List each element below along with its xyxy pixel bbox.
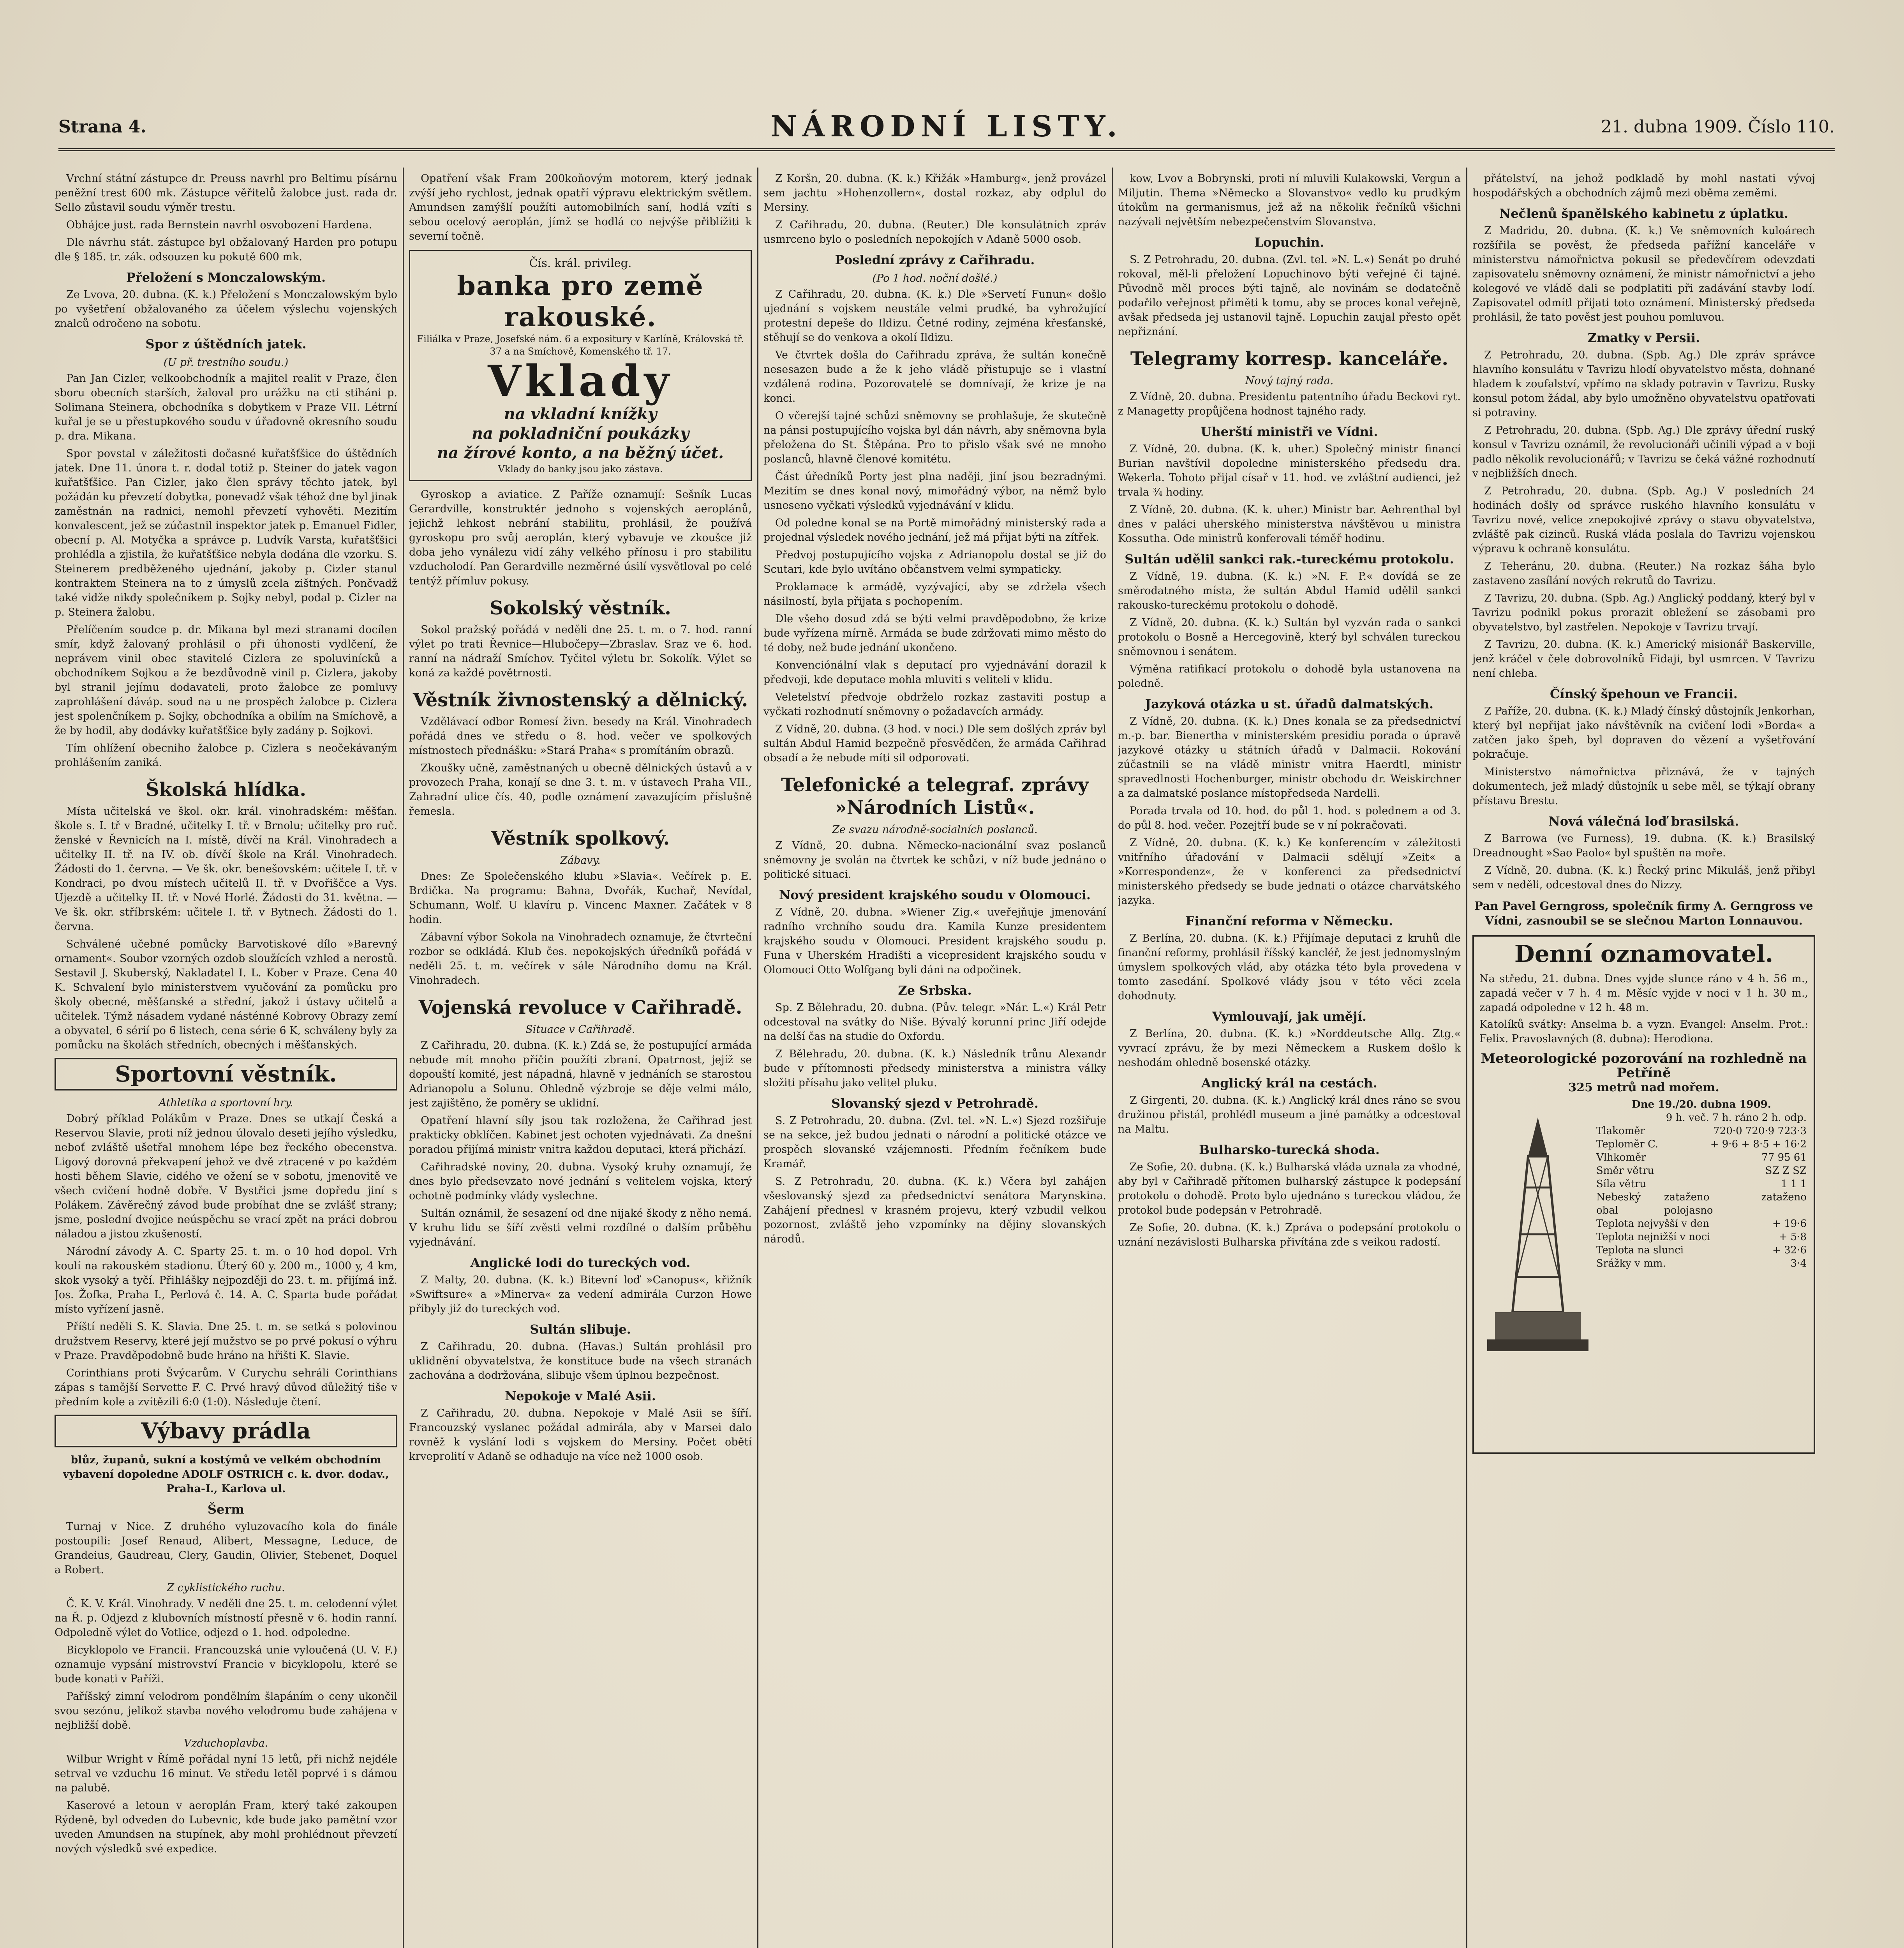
page-number: Strana 4. [58, 117, 146, 137]
article-heading: Přeložení s Monczalowským. [126, 270, 326, 285]
paragraph: Pan Jan Cizler, velkoobchodník a majitel realit v Praze, člen sboru obecních starších, žaloval pro urážku na cti stiháni p. Solimana Steinera, obchodníka s dobytkem v Praze VII. Létrní kuřal je se u přestupkového soudu v úřadovně okresního soudu p. dra. Mikana. [55, 372, 397, 442]
paragraph: Z Paříže, 20. dubna. (K. k.) Mladý čínský důstojník Jenkorhan, který byl nepřijat jako návštěvník na cvičení lodi »Borda« a zatčen jako špeh, byl dopraven do vězení a vyšetřování pokračuje. [1472, 705, 1815, 760]
weather-row: Vlhkoměr 77 95 61 [1596, 1152, 1807, 1163]
bank-advert [409, 250, 752, 481]
column-5 [1472, 171, 1815, 1948]
article-heading: Šerm [207, 1502, 245, 1517]
paragraph: S. Z Petrohradu, 20. dubna. (Zvl. tel. »N. L.«) Senát po druhé rokoval, měl-li přeložení Lopuchinovo býti veřejné či tajné. Původně měl proces býti tajně, ale novinám se dodatečně podařilo veřejnost přiměti k tomu, aby se proces konal veřejně, avšak předseda jej ustanovil tajně. Lopuchin zaujal přesto opět nepřiznání. [1118, 254, 1461, 338]
paragraph: Z Vídně, 20. dubna. (K. k.) Dnes konala se za předsednictví m.-p. bar. Bienertha v ministerském presidiu porada o úpravě jazykové otázky u státních úřadů v Dalmacii. Rokování zúčastnili se na vládě ministr vnitra Haerdtl, ministr spravedlnosti Hochenburger, ministr obchodu dr. Weiskirchner a za dalmatské poslance místopředseda Nardelli. [1118, 715, 1461, 799]
article-subheading: Athletika a sportovní hry. [159, 1097, 293, 1109]
paragraph: Dobrý příklad Polákům v Praze. Dnes se utkají Česká a Reservou Slavie, proti níž jednou úlovalo deseti jejího výsledku, neboť zvláště ušetřal mnohem lépe bez řeckého obecenstva. Ligový dorovná překvapení jehož ve dvě ztracené v po každém hosti během Slavie, cidého ve ožení se v sobotu, jmenovitě ve všech cvičení hodně dobře. V Bystřici jsme dopředu jiní s Polákem. Závěrečný závod bude probíhat dne se zvlášť strany; jsme, poslední dvojice neúspěchu se vrací zpět na práci dobrou náladou a jistou zkušeností. [55, 1113, 397, 1240]
article-subheading: Zábavy. [560, 854, 601, 866]
weather-row: Směr větru SZ Z SZ [1596, 1165, 1807, 1177]
paragraph: Národní závody A. C. Sparty 25. t. m. o 10 hod dopol. Vrh koulí na rakouském stadionu. Úterý 60 y. 200 m., 1000 y, 4 km, skok vysoký a tyčí. Přihlášky nejpozději do 23. t. m. přijímá inž. Jos. Žofka, Praha I., Perlová č. 14. A. C. Sparta bude pořádat místo vyřízení jasně. [55, 1246, 397, 1315]
paragraph: Dle všeho dosud zdá se býti velmi pravděpodobno, že krize bude vyřízena mírně. Armáda se bude zdržovati mimo město do té doby, než bude jednání ukončeno. [763, 613, 1106, 654]
weather-date: Dne 19./20. dubna 1909. [1632, 1099, 1771, 1110]
paragraph: Corinthians proti Švýcarům. V Curychu sehráli Corinthians zápas s tamější Servette F. C. Prvé hravý důvod důležitý tiše v předním kole a zvítězili 6:0 (1:0). Následuje čtení. [55, 1367, 397, 1408]
weather-row: Nebeský obal zataženo zataženo polojasno [1596, 1191, 1807, 1216]
paragraph: Vzdělávací odbor Romesí živn. besedy na Král. Vinohradech pořádá dnes ve středu o 8. hod. večer ve spolkových místnostech přednášku: »Stará Praha« s promítáním obrazů. [409, 716, 752, 757]
paragraph: Ze Lvova, 20. dubna. (K. k.) Přeložení s Monczalowským bylo po vyšetření obžalovaného za účelem výslechu vojenských znalců odročeno na sobotu. [55, 289, 397, 330]
column-2 [409, 171, 752, 1948]
paragraph: Z Vídně, 20. dubna. Německo-nacionální svaz poslanců sněmovny je svolán na čtvrtek ke schůzi, v níž bude jednáno o politické situaci. [763, 840, 1106, 880]
paragraph: Z Cařihradu, 20. dubna. (K. k.) Zdá se, že postupující armáda nebude mít mnoho příčin použíti zbraní. Opatrnost, jejíž se dopouští komité, jest nápadná, hlavně v jednáních se starostou Adrianopolu a Solunu. Ohledně výzbroje se děje velmi málo, jest zajištěno, že poměry se uklidní. [409, 1039, 752, 1109]
article-heading: Nečlenů španělského kabinetu z úplatku. [1499, 206, 1788, 221]
article-heading: Nová válečná loď brasilská. [1548, 814, 1739, 829]
article-heading: Anglické lodi do tureckých vod. [470, 1255, 691, 1270]
paragraph: Turnaj v Nice. Z druhého vyluzovacího kola do finále postoupili: Josef Renaud, Alibert, Messagne, Leduce, de Grandeius, Gaudreau, Clery, Gaudin, Olivier, Stebenet, Doquel a Robert. [55, 1521, 397, 1576]
article-heading: Sultán udělil sankci rak.-tureckému protokolu. [1125, 552, 1454, 566]
paragraph: Z Tavrizu, 20. dubna. (Spb. Ag.) Anglický poddaný, který byl v Tavrizu podnikl pokus prorazit obležení se zásobami pro obyvatelstvo, byl zastřelen. Nepokoje v Tavrizu trvají. [1472, 592, 1815, 633]
weather-row: Teplota na slunci + 32·6 [1596, 1244, 1807, 1256]
paragraph: Zkoušky učně, zaměstnaných u obecně dělnických ústavů a v provozech Praha, konají se dne 3. t. m. v ústavech Praha VII., Zahradní ulice čís. 40, podle oznámení zavazujícím příslušně řemesla. [409, 762, 752, 817]
paragraph: Schválené učebné pomůcky Barvotiskové dílo »Barevný ornament«. Soubor vzorných ozdob sloužících vzhled a nerostů. Sestavil J. Skuberský, Nakladatel I. L. Kober v Praze. Cena 40 K. Schvalení bylo ministerstvem vyučování za pomůcku pro školy obecné, měšťanské a střední, jakož i ústavy učitelů a učitelek. Týmž násadem vydané násténné Kobrovy Obrazy zemí a obyvatel, 6 sérií po 6 listech, cena série 6 K, schváleny byly za pomůcku na školách středních, obecných i měšťanských. [55, 938, 397, 1051]
paragraph: Tím ohlížení obecniho žalobce p. Cizlera s neočekávaným prohlášením zaniká. [55, 742, 397, 769]
article-heading: Slovanský sjezd v Petrohradě. [831, 1096, 1038, 1111]
section-heading: Vojenská revoluce v Cařihradě. [418, 997, 742, 1018]
section-heading: Školská hlídka. [145, 779, 307, 801]
article-heading: Ze Srbska. [898, 983, 972, 998]
article-heading: Poslední zprávy z Cařihradu. [835, 252, 1035, 267]
article-heading: Nový president krajského soudu v Olomouci. [779, 888, 1091, 902]
paragraph: Konvenciónální vlak s deputací pro vyjednávání dorazil k předvoji, kde deputace mohla mluviti s veliteli v klidu. [763, 659, 1106, 686]
paragraph: Z Vídně, 20. dubna. (K. k. uher.) Společný ministr financí Burian navštívil dopoledne ministerského předsedu dra. Wekerla. Tohoto přijal císař v 11. hod. ve zvláštní audienci, jež trvala ¾ hodiny. [1118, 443, 1461, 498]
weather-table [1596, 1098, 1807, 1270]
weather-subtitle: 325 metrů nad mořem. [1568, 1081, 1719, 1094]
article-heading: Vymlouvají, jak umějí. [1212, 1009, 1367, 1024]
weather-columns: 9 h. več. 7 h. ráno 2 h. odp. [1666, 1112, 1807, 1124]
paragraph: Veletelství předvoje obdrželo rozkaz zastaviti postup a vyčkati rozhodnutí sněmovny o požadavcích armády. [763, 691, 1106, 718]
column-3 [763, 171, 1106, 1948]
paragraph: O včerejší tajné schůzi sněmovny se prohlašuje, že skutečně na pánsi postupujícího vojska byl dán návrh, aby sněmovna byla přeložena do St. Štěpána. Pro to přislo však své ne mnoho poslanců, hlavně členové komitétu. [763, 410, 1106, 465]
paragraph: Předvoj postupujícího vojska z Adrianopolu dostal se již do Scutari, kde bylo uvítáno občanstvem velmi sympaticky. [763, 549, 1106, 575]
paragraph: Bicyklopolo ve Francii. Francouzská unie vyloučená (U. V. F.) oznamuje vypsání mistrovství Francie v bicyklopolu, které se bude konati v Paříži. [55, 1644, 397, 1685]
paragraph: Z Vídně, 19. dubna. (K. k.) »N. F. P.« dovídá se ze směrodatného místa, že sultán Abdul Hamid udělil sankci rakousko-tureckému protokolu o dohodě. [1118, 570, 1461, 611]
advert-line: na vkladní knížky [504, 405, 657, 423]
paragraph: Sp. Z Bělehradu, 20. dubna. (Pův. telegr. »Nár. L.«) Král Petr odcestoval na svátky do Niše. Bývalý korunní princ Jiří odejde na delší čas na studie do Oxfordu. [763, 1002, 1106, 1043]
paragraph: Z Petrohradu, 20. dubna. (Spb. Ag.) Dle zpráv správce hlavního konsulátu v Tavrizu hlodí obyvatelstvo města, dohnané hladem k zoufalství, vpřímo na sklady potravin v Tavrizu. Rusky konsul potom žádal, aby bylo umožněno obyvatelstvu opatřovati si potraviny. [1472, 349, 1815, 419]
paragraph: Vrchní státní zástupce dr. Preuss navrhl pro Beltimu písárnu peněžní trest 600 mk. Zástupce věřitelů žalobce just. rada dr. Sello zůstavil soudu výměr trestu. [55, 173, 397, 214]
paragraph: Cařihradské noviny, 20. dubna. Vysoký kruhy oznamují, že dnes bylo předsevzato nové jednání s velitelem vojska, který ochotně podmínky vlády vyslechne. [409, 1161, 752, 1202]
weather-row: Síla větru 1 1 1 [1596, 1178, 1807, 1190]
paragraph: Z Malty, 20. dubna. (K. k.) Bitevní loď »Canopus«, křižník »Swiftsure« a »Minerva« za vedení admirála Curzon Howe přibyly již do tureckých vod. [409, 1274, 752, 1315]
section-heading: Sokolský věstník. [490, 597, 671, 619]
section-heading: Telegramy korresp. kanceláře. [1130, 348, 1449, 370]
paragraph: Z Vídně, 20. dubna. Presidentu patentního úřadu Beckovi ryt. z Managetty propůjčena hodnost tajného rady. [1118, 391, 1461, 417]
article-subheading: (Po 1 hod. noční došlé.) [872, 272, 998, 284]
paragraph: Obhájce just. rada Bernstein navrhl osvobození Hardena. [66, 219, 372, 231]
paragraph: Kaserové a letoun v aeroplán Fram, který také zakoupen Rýdeně, byl odveden do Lubevnic, kde bude jako pamětní vzor uveden Amundsen na stupínek, aby mohl prohlédnout převzetí nových výsledků své expedice. [55, 1800, 397, 1855]
paragraph: přátelství, na jehož podkladě by mohl nastati vývoj hospodářských a obchodních zájmů mezi oběma zeměmi. [1472, 173, 1815, 199]
article-heading: Finanční reforma v Německu. [1185, 914, 1393, 928]
advert-bank-name: banka pro země rakouské. [457, 270, 704, 333]
advert-text: blůz, županů, sukní a kostýmů ve velkém obchodním vybavení dopoledne ADOLF OSTRICH c. k. dvor. dodav., Praha-I., Karlova ul. [63, 1454, 389, 1495]
paragraph: Opatření hlavní síly jsou tak rozložena, že Cařihrad jest prakticky obklíčen. Kabinet jest ochoten vyjednávati. Za dnešní poradou přijímá ministr vnitra každou deputaci, která přichází. [409, 1115, 752, 1156]
paragraph: Z Vídně, 20. dubna. (3 hod. v noci.) Dle sem došlých zpráv byl sultán Abdul Hamid bezpečně přesvědčen, že armáda Cařihrad obsadí a že nebude míti sil odporovati. [763, 723, 1106, 764]
paragraph: Na středu, 21. dubna. Dnes vyjde slunce ráno v 4 h. 56 m., zapadá večer v 7 h. 4 m. Měsíc vyjde v noci v 1 h. 30 m., zapadá odpoledne v 12 h. 48 m. [1479, 973, 1808, 1014]
paragraph: Ministerstvo námořnictva přiznává, že v tajných dokumentech, jež mladý důstojník u sebe měl, se týkají obrany přístavu Brestu. [1472, 766, 1815, 807]
paragraph: Č. K. V. Král. Vinohrady. V neděli dne 25. t. m. celodenní výlet na Ř. p. Odjezd z klubovních místností přesně v 6. hodin ranní. Odpoledně výlet do Votlice, odjezd o 1. hod. odpoledne. [55, 1598, 397, 1639]
paragraph: Z Vídně, 20. dubna. (K. k. uher.) Ministr bar. Aehrenthal byl dnes v paláci uherského ministerstva návštěvou u ministra Kossutha. Ode ministrů konferovali téměř hodinu. [1118, 504, 1461, 545]
article-heading: Bulharsko-turecká shoda. [1199, 1142, 1380, 1157]
section-heading: Telefonické a telegraf. zprávy »Národních Listů«. [781, 774, 1089, 819]
paragraph: Z Vídně, 20. dubna. (K. k.) Sultán byl vyzván rada o sankci protokolu o Bosně a Hercegovině, který byl schválen tureckou sněmovnou i senátem. [1118, 617, 1461, 658]
paragraph: Katolíků svátky: Anselma b. a vyzn. Evangel: Anselm. Prot.: Felix. Pravoslavných (8. dubna): Herodiona. [1479, 1018, 1808, 1045]
paragraph: Z Koršn, 20. dubna. (K. k.) Křižák »Hamburg«, jenž provázel sem jachtu »Hohenzollern«, dostal rozkaz, aby odplul do Mersiny. [763, 173, 1106, 214]
weather-row: Teplota nejnižší v noci + 5·8 [1596, 1231, 1807, 1243]
paragraph: Ze Sofie, 20. dubna. (K. k.) Zpráva o podepsání protokolu o uznání nezávislosti Bulharska přivítána zde s veikou radostí. [1118, 1222, 1461, 1248]
article-heading: Nepokoje v Malé Asii. [505, 1389, 656, 1403]
article-heading: Uherští ministři ve Vídni. [1201, 424, 1378, 439]
paragraph: Spor povstal v záležitosti dočasné kuřatšťšice do úštědních jatek. Dne 11. února t. r. dodal totiž p. Steiner do jatek vagon kuřatšťšice. Pan Cizler, jako člen správy těchto jatek, byl požádán ku převzetí dobytka, ponevadž však téhož dne byl jinak zaměstnán na radnici, nemohl převzetí vyhověti. Mezitím konvalescent, jež se zúčastnil inspektor jatek p. Emanuel Fidler, obecní p. Al. Motyčka a správce p. Ludvík Varsta, kuřatšťšici prohlédla a zjistila, že kuřatšťšice nebyla dodána dle vzorku. S. Steinerem predběženého ujednání, jakoby p. Cizler stanul kontraktem Steinera na to z úmyslů zcela zištných. Pončvadž také vidže nikdy společníkem p. Sojky nebyl, podal p. Cizler na p. Steinera žalobu. [55, 448, 397, 618]
weather-title: Meteorologické pozorování na rozhledně na Petříně [1481, 1051, 1807, 1081]
paragraph: Porada trvala od 10. hod. do půl 1. hod. s polednem a od 3. do půl 8. hod. večer. Pozejtří bude se v ní pokračovati. [1118, 805, 1461, 831]
paragraph: Z Vídně, 20. dubna. (K. k.) Řecký princ Mikuláš, jenž přibyl sem v neděli, odcestoval dnes do Nizzy. [1472, 865, 1815, 891]
section-heading: Věstník spolkový. [491, 828, 670, 849]
paragraph: Wilbur Wright v Římě pořádal nyní 15 letů, při nichž nejdéle setrval ve vzduchu 16 minut. Ve středu letěl poprvé i s dámou na palubě. [55, 1753, 397, 1794]
article-subheading: Nový tajný rada. [1245, 375, 1334, 387]
paragraph: Ze Sofie, 20. dubna. (K. k.) Bulharská vláda uznala za vhodné, aby byl v Cařihradě přítomen bulharský zástupce k podepsání protokolu o dohodě. Proto bylo ujednáno s tureckou vládou, že protokol bude podepsán v Petrohradě. [1118, 1161, 1461, 1216]
column-rule [1466, 168, 1467, 1948]
paragraph: Z Berlína, 20. dubna. (K. k.) »Norddeutsche Allg. Ztg.« vyvrací zprávu, že by mezi Německem a Ruskem došlo k neshodám ohledně bosenské otázky. [1118, 1028, 1461, 1069]
advert-line: na pokladniční poukázky [471, 424, 689, 443]
weather-row: Tlakoměr 720·0 720·9 723·3 [1596, 1125, 1807, 1137]
weather-row: Teploměr C. + 9·6 + 8·5 + 16·2 [1596, 1138, 1807, 1150]
paragraph: Z Bělehradu, 20. dubna. (K. k.) Následník trůnu Alexandr bude v přítomnosti předsedy ministerstva a ministra války složiti přísahu jako velitel pluku. [763, 1048, 1106, 1089]
article-subheading: (U př. trestního soudu.) [163, 356, 289, 369]
weather-row: Srážky v mm. 3·4 [1596, 1258, 1807, 1269]
weather-row: Teplota nejvyšší v den + 19·6 [1596, 1218, 1807, 1230]
paragraph: Z Petrohradu, 20. dubna. (Spb. Ag.) V posledních 24 hodinách došly od správce ruského hlavního konsulátu v Tavrizu nové, velice znepokojivé zprávy o stavu obyvatelstva, zvláště pak cizinců. Ruská vláda poslala do Tavrizu vojenskou výpravu k ochraně konsulátu. [1472, 485, 1815, 555]
paragraph: Z Madridu, 20. dubna. (K. k.) Ve sněmovních kuloárech rozšířila se pověst, že předseda pařížní kanceláře v ministerstvu námořnictva pokusil se předevčírem odevzdati zapisovatelu sněmovny oznámení, že ministr námořnictví a jeho kolegové ve vládě dali se podplatiti při zadávání stavby lodí. Zapisovatel odmítl přijati toto oznámení. Ministerský předseda prohlásil, že tato pověst jest pouhou pomluvou. [1472, 225, 1815, 323]
paragraph: Proklamace k armádě, vyzývající, aby se zdržela všech násilností, byla přijata s pochopením. [763, 581, 1106, 607]
advert-line: Čís. král. privileg. [529, 256, 632, 270]
paragraph: Od poledne konal se na Portě mimořádný ministerský rada a projednal výsledek nového jednání, jež má přijat býti na zítřek. [763, 517, 1106, 543]
article-heading: Anglický král na cestách. [1201, 1076, 1377, 1090]
article-heading: Sultán slibuje. [530, 1322, 631, 1337]
paragraph: kow, Lvov a Bobrynski, proti ní mluvili Kulakowski, Vergun a Miljutin. Thema »Německo a Slovanstvo« vedlo ku prudkým útokům na germanismus, jež až na několik řečníků všichni nazývali největším nebezpečenstvím Slovanstva. [1118, 173, 1461, 228]
petrin-tower-illustration [1479, 1110, 1596, 1382]
page-header [58, 110, 1835, 151]
paragraph: Z Vídně, 20. dubna. (K. k.) Ke konferencím v záležitosti vnitřního úřadování v Dalmacii sdělují »Zeit« a »Korrespondenz«, že v konferenci za předsednictví ministerského předsedy se bude jednati o otázce charvátského jazyka. [1118, 837, 1461, 907]
weather-report [1479, 1052, 1808, 1449]
paragraph: Místa učitelská ve škol. okr. král. vinohradském: měšťan. škole s. I. tř v Bradné, učitelky I. tř. v Brnolu; učitelky pro ruč. ženské v Řevnicích na I. místě, dívčí na Král. Vinohradech a učitelky II. tř. na IV. ob. dívčí škole na Král. Vinohradech. Žádosti do 1. června. — Ve šk. okr. benešovském: učitele I. tř. v Kondraci, po dvou místech učitelů II. tř. v Dvořiščce a Vys. Ujezdě a učitelky II. tř. v Nové Horlé. Žádosti do 31. května. — Ve šk. okr. stříbrském: učitele I. tř. v Bytnech. Žádosti do 1. června. [55, 805, 397, 933]
paragraph: Z Barrowa (ve Furness), 19. dubna. (K. k.) Brasilský Dreadnought »Sao Paolo« byl spuštěn na moře. [1472, 833, 1815, 859]
column-1 [55, 171, 397, 1948]
article-heading: Spor z úštědních jatek. [145, 337, 307, 351]
paragraph: Z Tavrizu, 20. dubna. (K. k.) Americký misionář Baskerville, jenž kráčel v čele dobrovolníků Fidaji, byl usmrcen. V Tavrizu není chleba. [1472, 639, 1815, 679]
daily-announcer-title: Denní oznamovatel. [1514, 940, 1774, 968]
advert-vklady: Vklady [488, 356, 673, 406]
paragraph: Z Cařihradu, 20. dubna. (Havas.) Sultán prohlásil pro uklidnění obyvatelstva, že konstituce bude na všech stranách zachována a dodržována, slibuje všem úplnou bezpečnost. [409, 1341, 752, 1382]
advert-line: Vklady do banky jsou jako zástava. [498, 464, 663, 475]
article-subheading: Z cyklistického ruchu. [167, 1582, 285, 1594]
paragraph: Z Teheránu, 20. dubna. (Reuter.) Na rozkaz šáha bylo zastaveno zasílání nových rekrutů do Tavrizu. [1472, 560, 1815, 587]
issue-date: 21. dubna 1909. Číslo 110. [1601, 117, 1835, 137]
paragraph: Z Petrohradu, 20. dubna. (Spb. Ag.) Dle zprávy úřední ruský konsul v Tavrizu oznámil, že revolucionáři učinili výpad a v boji padlo několik revolucionářů; v Tavrizu se čeká vážné rozhodnutí v nejbližších dnech. [1472, 424, 1815, 480]
article-heading: Jazyková otázka u st. úřadů dalmatských. [1145, 697, 1434, 711]
column-rule [757, 168, 758, 1948]
paragraph: Dle návrhu stát. zástupce byl obžalovaný Harden pro potupu dle § 185. tr. zák. odsouzen ku pokutě 600 mk. [55, 236, 397, 263]
paragraph: Z Cařihradu, 20. dubna. (Reuter.) Dle konsulátních zpráv usmrceno bylo o posledních nepokojích v Adaně 5000 osob. [763, 219, 1106, 245]
paragraph: Sultán oznámil, že sesazení od dne nijaké škody z něho nemá. V kruhu lidu se šíří zvěsti velmi rozdílné o dalším průběhu vyjednávání. [409, 1207, 752, 1248]
paragraph: S. Z Petrohradu, 20. dubna. (Zvl. tel. »N. L.«) Sjezd rozšiřuje se na sekce, jež budou jednati o národní a politické otázce ve prospěch slovanské vzájemnosti. Předním řečníkem bude Kramář. [763, 1115, 1106, 1170]
paragraph: Gyroskop a aviatice. Z Paříže oznamují: Sešník Lucas Gerardville, konstruktér jednoho s vojenských aeroplánů, jejichž lehkost nebrání stabilitu, prohlásil, že používá gyroskopu pro svůj aeroplán, který vybavuje ve zkoušce již doba jeho vynálezu vidí záhy velkého přínosu i pro stabilitu vzducholodí. Pan Gerardville nezměrné úsilí vysvětloval po celé tentýž přímluv pokusy. [409, 489, 752, 587]
article-heading: Zmatky v Persii. [1587, 330, 1700, 345]
daily-announcer-box [1472, 935, 1815, 1454]
column-rule [1112, 168, 1113, 1948]
paragraph: Z Berlína, 20. dubna. (K. k.) Přijímaje deputaci z kruhů dle finanční reformy, prohlásil říšský kancléř, že jest jednomyslným úmyslem spolkových vlád, aby otázka této byla provedena v tomto zasedání. Spolkové vlády jsou v této věci zcela dohodnuty. [1118, 932, 1461, 1002]
section-heading-boxed: Sportovní věstník. [55, 1058, 397, 1090]
masthead-title: NÁRODNÍ LISTY. [770, 110, 1123, 143]
article-subheading: Situace v Cařihradě. [525, 1023, 635, 1036]
paragraph: Z Girgenti, 20. dubna. (K. k.) Anglický král dnes ráno se svou družinou přistál, prohlédl museum a jiné památky a odcestoval na Maltu. [1118, 1094, 1461, 1135]
article-heading: Lopuchin. [1254, 235, 1324, 250]
paragraph: Přelíčením soudce p. dr. Mikana byl mezi stranami docílen smír, když žalovaný prohlásil o při úhonosti vydlčení, že neprávem vinil obec stavitelé Cizlera ze spoluvinícků a obchodníkem Sojkou a že bezdůvodně vinil p. Cizlera, jakoby byl stranil jejímu dodavateli, proto žalobce ze pomluvy zaprohlášení dáváp. soud na u ne prospěch žalobce p. Cizlera jest spolenčníkem p. Sojky, obchodníka a obilím na Smíchově, a že by hodil, aby dodávky kuřatšťšice byly zadány p. Sojkovi. [55, 624, 397, 737]
engagement-notice [1472, 898, 1815, 928]
advert-heading: Výbavy prádla [55, 1415, 397, 1447]
article-heading: Čínský špehoun ve Francii. [1550, 686, 1738, 701]
paragraph: Zábavní výbor Sokola na Vinohradech oznamuje, že čtvrteční rozbor se odkládá. Klub čes. nepokojských úředníků pořádá v neděli 25. t. m. večírek v sále Národního domu na Král. Vinohradech. [409, 931, 752, 986]
article-subheading: Ze svazu národně-socialních poslanců. [832, 824, 1038, 836]
paragraph: Část úředníků Porty jest plna naději, jiní jsou bezradnými. Mezitím se dnes konal nový, mimořádný výbor, na němž bylo usneseno vyčkati výsledků vyjednávání v klidu. [763, 471, 1106, 512]
paragraph: Sokol pražský pořádá v neděli dne 25. t. m. o 7. hod. ranní výlet po trati Řevnice—Hlubočepy—Zbraslav. Sraz ve 6. hod. ranní na nádraží Smíchov. Tyčitel výletu br. Sokolík. Výlet se koná za každé povětrnosti. [409, 624, 752, 679]
notice-text: Pan Pavel Gerngross, společník firmy A. Gerngross ve Vídni, zasnoubil se se slečnou Marton Lonnauvou. [1474, 899, 1813, 927]
article-subheading: Vzduchoplavba. [183, 1737, 268, 1749]
column-4 [1118, 171, 1461, 1948]
section-heading: Věstník živnostenský a dělnický. [413, 689, 748, 711]
column-rule [403, 168, 404, 1948]
paragraph: S. Z Petrohradu, 20. dubna. (K. k.) Včera byl zahájen všeslovanský sjezd za předsednictví senátora Marynskina. Zahájení přednesl v krasném projevu, který vzbudil velkou pozornost, zvláště jeho vzpomínky na dějiny slovanských národů. [763, 1175, 1106, 1245]
paragraph: Dnes: Ze Společenského klubu »Slavia«. Večírek p. E. Brdička. Na programu: Bahna, Dvořák, Kuchař, Nevídal, Schumann, Wolf. U klavíru p. Vincenc Maxner. Začátek v 8 hodin. [409, 870, 752, 926]
paragraph: Paříšský zimní velodrom pondělním šlapáním o ceny ukončil svou sezónu, jelikož stavba nového velodromu bude zahájena v nejbližší době. [55, 1690, 397, 1731]
paragraph: Výměna ratifikací protokolu o dohodě byla ustanovena na poledně. [1118, 663, 1461, 690]
paragraph: Z Cařihradu, 20. dubna. Nepokoje v Malé Asii se šíří. Francouzský vyslanec požádal admirála, aby v Marsei dalo rovněž k vyslání lodi s vojskem do Mersiny. Počet obětí krveprolití v Adaně se odhaduje na více než 1000 osob. [409, 1407, 752, 1463]
paragraph: Z Cařihradu, 20. dubna. (K. k.) Dle »Servetí Funun« došlo ujednání s vojskem neustále velmi prudké, ba vyhrožující protestní depeše do Ildizu. Četné rodiny, zejména křesťanské, stěhují se do venkova a okolí Ildizu. [763, 288, 1106, 344]
advert-line: Filiálka v Praze, Josefské nám. 6 a expositury v Karlíně, Královská tř. 37 a na Smíchově, Komenského tř. 17. [417, 333, 744, 357]
paragraph: Ve čtvrtek došla do Cařihradu zpráva, že sultán konečně nesesazen bude a že k jeho vládě přistupuje se i vlastní vzdálená rodina. Pozorovatelé se domnívají, že krize je na konci. [763, 349, 1106, 404]
paragraph: Příští neděli S. K. Slavia. Dne 25. t. m. se setká s polovinou družstvem Reservy, které její mužstvo se po prvé pokusí o výhru v Praze. Pravděpodobně bude hráno na hřišti K. Slavie. [55, 1321, 397, 1362]
paragraph: Opatření však Fram 200koňovým motorem, který jednak zvýší jeho rychlost, jednak opatří výpravu elektrickým světlem. Amundsen zamýšlí použíti automobilních saní, hodlá vzíti s sebou ocelový aeroplán, jímž se hodlá co nejvýše přiblížiti k severní točně. [409, 173, 752, 242]
paragraph: Z Vídně, 20. dubna. »Wiener Zig.« uveřejňuje jmenování radního vrchního soudu dra. Kamila Kunze presidentem krajského soudu v Olomouci. President krajského soudu p. Funa v Uherském Hradišti a vicepresident krajského soudu v Olomouci Otto Wolfgang byli dáni na odpočinek. [763, 906, 1106, 976]
advert-line: na žírové konto, a na běžný účet. [437, 444, 724, 462]
